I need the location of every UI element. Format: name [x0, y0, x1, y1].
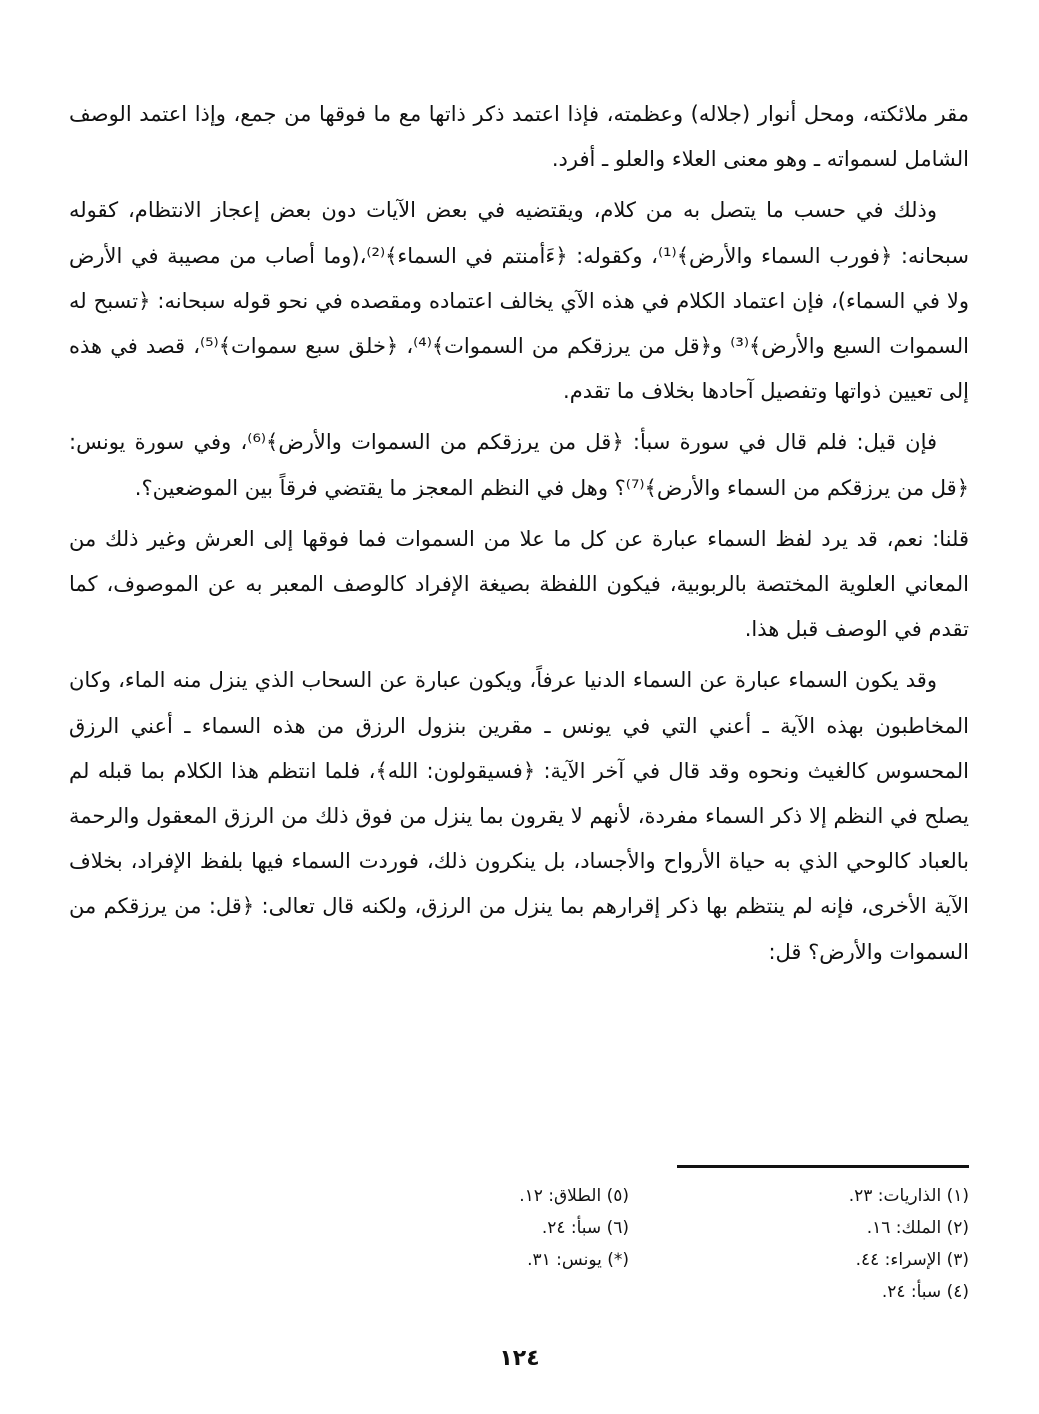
paragraph-3: فإن قيل: فلم قال في سورة سبأ: ﴿قل من يرزقكم من السموات والأرض﴾⁽⁶⁾، وفي سورة يونس: ﴿قل من يرزقكم من السماء والأرض﴾⁽⁷⁾؟ وهل في النظم المعجز ما يقتضي فرقاً بين الموضعين؟. [69, 430, 969, 500]
footnote-1: (١) الذاريات: ٢٣. [848, 1186, 969, 1206]
footnote-2: (٢) الملك: ١٦. [866, 1218, 969, 1238]
footnote-4: (٤) سبأ: ٢٤. [881, 1282, 969, 1302]
footnotes-left-column [329, 1180, 629, 1276]
paragraph-1: مقر ملائكته، ومحل أنوار (جلاله) وعظمته، فإذا اعتمد ذكر ذاتها مع ما فوقها من جمع، وإذا اعتمد الوصف الشامل لسمواته ـ وهو معنى العلاء والعلو ـ أفرد. [69, 102, 969, 172]
page-number: ١٢٤ [499, 1346, 540, 1371]
paragraph-2: وذلك في حسب ما يتصل به من كلام، ويقتضيه في بعض الآيات دون بعض إعجاز الانتظام، كقوله سبحانه: ﴿فورب السماء والأرض﴾⁽¹⁾، وكقوله: ﴿ءَأمنتم في السماء﴾⁽²⁾،(وما أصاب من مصيبة في الأرض ولا في السماء)، فإن اعتماد الكلام في هذه الآي يخالف اعتماده ومقصده في نحو قوله سبحانه: ﴿تسبح له السموات السبع والأرض﴾⁽³⁾ و﴿قل من يرزقكم من السموات﴾⁽⁴⁾، ﴿خلق سبع سموات﴾⁽⁵⁾، قصد في هذه إلى تعيين ذواتها وتفصيل آحادها بخلاف ما تقدم. [69, 198, 969, 404]
footnote-separator [677, 1165, 969, 1168]
body-text [69, 92, 969, 981]
footnotes [329, 1180, 969, 1325]
footnote-3: (٣) الإسراء: ٤٤. [855, 1250, 969, 1270]
paragraph-5: وقد يكون السماء عبارة عن السماء الدنيا عرفاً، ويكون عبارة عن السحاب الذي ينزل منه الماء، وكان المخاطبون بهذه الآية ـ أعني التي في يونس ـ مقرين بنزول الرزق من هذه السماء ـ أعني الرزق المحسوس كالغيث ونحوه وقد قال في آخر الآية: ﴿فسيقولون: الله﴾، فلما انتظم هذا الكلام بما قبله لم يصلح في النظم إلا ذكر السماء مفردة، لأنهم لا يقرون بما ينزل من فوق ذلك من الرزق المعقول والرحمة بالعباد كالوحي الذي به حياة الأرواح والأجساد، بل ينكرون ذلك، فوردت السماء فيها بلفظ الإفراد، بخلاف الآية الأخرى، فإنه لم ينتظم بها ذكر إقرارهم بما ينزل من الرزق، ولكنه قال تعالى: ﴿قل: من يرزقكم من السموات والأرض؟ قل: [69, 668, 969, 964]
footnotes-right-column [669, 1180, 969, 1308]
footnote-7: (*) يونس: ٣١. [527, 1250, 629, 1270]
paragraph-4: قلنا: نعم، قد يرد لفظ السماء عبارة عن كل ما علا من السموات فما فوقها إلى العرش وغير ذلك من المعاني العلوية المختصة بالربوبية، فيكون اللفظة بصيغة الإفراد كالوصف المعبر به عن الموصوف، كما تقدم في الوصف قبل هذا. [69, 526, 969, 642]
footnote-6: (٦) سبأ: ٢٤. [541, 1218, 629, 1238]
footnote-5: (٥) الطلاق: ١٢. [519, 1186, 629, 1206]
